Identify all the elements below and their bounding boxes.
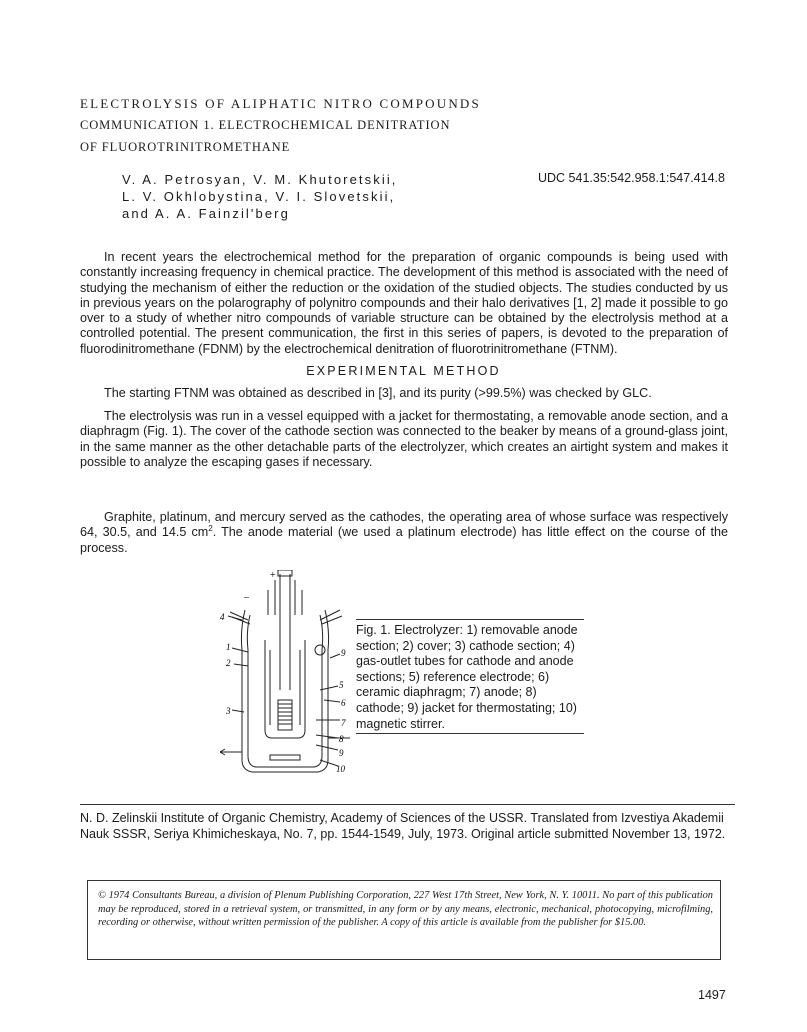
paragraph-3 <box>80 510 728 556</box>
electrolyzer-figure <box>220 570 355 780</box>
figure-label-10: 10 <box>336 764 345 774</box>
author-line-1: V. A. Petrosyan, V. M. Khutoretskii, <box>122 172 398 187</box>
paragraph-2-text: The electrolysis was run in a vessel equipped with a jacket for thermostating, a removable anode section, and a diaphragm (Fig. 1). The cover of the cathode section was connected to the beaker by means of a ground-glass joint, in the same manner as the other detachable parts of the electrolyzer, which creates an airtight system and makes it possible to analyze the escaping gases if necessary. <box>80 409 728 469</box>
figure-label-2: 2 <box>226 658 231 668</box>
figure-label-9-top: 9 <box>341 648 346 658</box>
paragraph-1-text: The starting FTNM was obtained as described in [3], and its purity (>99.5%) was checked by GLC. <box>104 386 652 400</box>
udc-code: UDC 541.35:542.958.1:547.414.8 <box>538 171 725 185</box>
figure-label-1: 1 <box>226 642 231 652</box>
section-heading: EXPERIMENTAL METHOD <box>306 364 501 378</box>
article-subtitle-line2: OF FLUOROTRINITROMETHANE <box>80 140 291 154</box>
article-subtitle-line1: COMMUNICATION 1. ELECTROCHEMICAL DENITRATION <box>80 118 451 132</box>
figure-label-9-bottom: 9 <box>339 748 344 758</box>
caption-bottom-rule <box>356 733 584 734</box>
superscript: 2 <box>208 524 213 534</box>
paragraph-3-text-b: . The anode material (we used a platinum electrode) has little effect on the course of the process. <box>80 525 729 555</box>
figure-plus-sign: + <box>270 570 276 581</box>
author-line-2: L. V. Okhlobystina, V. I. Slovetskii, <box>122 189 396 204</box>
article-title: ELECTROLYSIS OF ALIPHATIC NITRO COMPOUNDS <box>80 96 481 111</box>
figure-caption: Fig. 1. Electrolyzer: 1) removable anode section; 2) cover; 3) cathode section; 4) gas-outlet tubes for cathode and anode sections; 5) reference electrode; 6) ceramic diaphragm; 7) anode; 8) cathode; 9) jacket for thermostating; 10) magnetic stirrer. <box>356 619 584 732</box>
footnote-rule <box>80 804 735 805</box>
figure-label-8: 8 <box>339 734 344 744</box>
paragraph-3-text-a: Graphite, platinum, and mercury served as the cathodes, the operating area of whose surface was respectively 64, 30.5, and 14.5 cm <box>80 510 728 540</box>
paragraph-2 <box>80 409 728 470</box>
figure-label-4: 4 <box>220 612 225 622</box>
figure-label-7: 7 <box>341 718 346 728</box>
copyright-text: © 1974 Consultants Bureau, a division of Plenum Publishing Corporation, 227 West 17th Street, New York, N. Y. 10011. No part of this publication may be reproduced, stored in a retrieval system, or transmitted, in any form or by any means, electronic, mechanical, photocopying, microfilming, recording or otherwise, without written permission of the publisher. A copy of this article is available from the publisher for $15.00. <box>98 890 713 929</box>
intro-paragraph <box>80 250 728 357</box>
figure-label-3: 3 <box>226 706 231 716</box>
author-line-3: and A. A. Fainzil'berg <box>122 206 290 221</box>
figure-label-6: 6 <box>341 698 346 708</box>
paragraph-1 <box>80 386 728 401</box>
figure-label-5: 5 <box>339 680 344 690</box>
page-number: 1497 <box>698 988 726 1002</box>
figure-minus-sign: – <box>244 592 249 603</box>
affiliation-note: N. D. Zelinskii Institute of Organic Chemistry, Academy of Sciences of the USSR. Translated from Izvestiya Akademii Nauk SSSR, Seriya Khimicheskaya, No. 7, pp. 1544-1549, July, 1973. Original article submitted November 13, 1972. <box>80 811 726 841</box>
intro-text: In recent years the electrochemical method for the preparation of organic compounds is being used with constantly increasing frequency in chemical practice. The development of this method is associated with the need of studying the mechanism of either the reduction or the oxidation of the studied objects. The studies conducted by us in previous years on the polarography of polynitro compounds and their halo derivatives [1, 2] made it possible to go over to a study of whether nitro compounds of variable structure can be obtained by the electrolysis method at a controlled potential. The present communication, the first in this series of papers, is devoted to the preparation of fluorodinitromethane (FDNM) by the electrochemical denitration of fluorotrinitromethane (FTNM). <box>80 250 728 356</box>
author-list <box>122 171 398 222</box>
